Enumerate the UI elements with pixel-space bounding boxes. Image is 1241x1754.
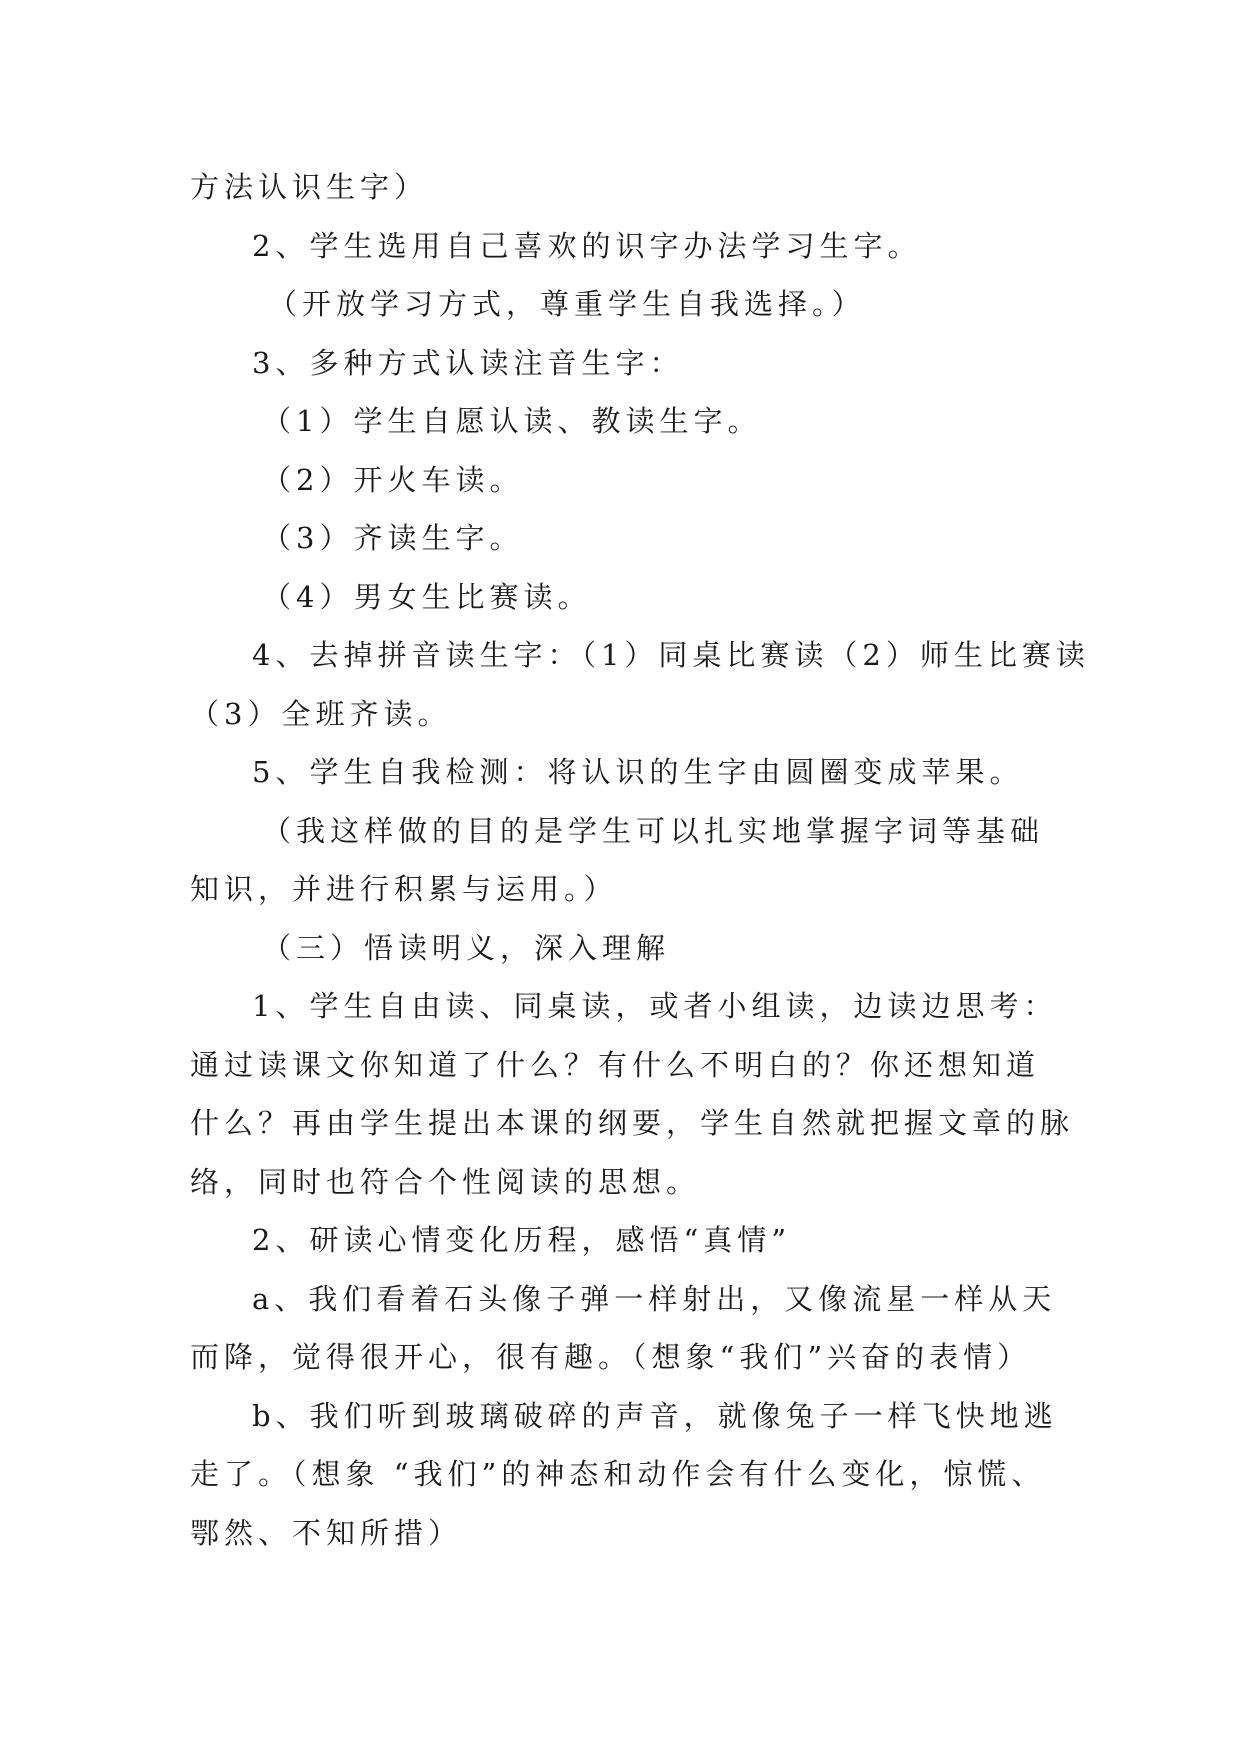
text-line: （1）学生自愿认读、教读生字。 bbox=[262, 404, 762, 438]
text-line: 3、多种方式认读注音生字： bbox=[252, 345, 684, 380]
text-line: b、我们听到玻璃破碎的声音，就像兔子一样飞快地逃 bbox=[252, 1398, 1058, 1433]
text-line: 什么？再由学生提出本课的纲要，学生自然就把握文章的脉 bbox=[190, 1106, 1075, 1140]
text-line: 鄂然、不知所措） bbox=[190, 1515, 463, 1550]
text-line: 1、学生自由读、同桌读，或者小组读，边读边思考： bbox=[252, 989, 1058, 1023]
section-heading: （三）悟读明义，深入理解 bbox=[262, 930, 671, 965]
text-line: （我这样做的目的是学生可以扎实地掌握字词等基础 bbox=[262, 813, 1045, 848]
text-line: （3）全班齐读。 bbox=[190, 696, 452, 731]
text-line: 走了。（想象 “我们”的神态和动作会有什么变化，惊慌、 bbox=[190, 1457, 1046, 1491]
text-line: 方法认识生字） bbox=[190, 170, 429, 204]
text-line: 而降，觉得很开心，很有趣。（想象“我们”兴奋的表情） bbox=[190, 1340, 1032, 1374]
text-line: （3）齐读生字。 bbox=[262, 521, 524, 555]
text-line: （4）男女生比赛读。 bbox=[262, 579, 592, 614]
text-line: （2）开火车读。 bbox=[262, 462, 524, 497]
text-line: 5、学生自我检测：将认识的生字由圆圈变成苹果。 bbox=[252, 755, 1024, 789]
text-line: （开放学习方式，尊重学生自我选择。） bbox=[268, 287, 866, 321]
text-line: 2、研读心情变化历程，感悟“真情” bbox=[252, 1223, 792, 1257]
text-line: 络，同时也符合个性阅读的思想。 bbox=[190, 1164, 701, 1199]
document-body bbox=[190, 158, 1090, 1562]
text-line: 2、学生选用自己喜欢的识字办法学习生字。 bbox=[252, 228, 922, 263]
text-line: 4、去掉拼音读生字：（1）同桌比赛读（2）师生比赛读 bbox=[252, 638, 1090, 672]
text-line: 知识，并进行积累与运用。） bbox=[190, 872, 618, 906]
text-line: a、我们看着石头像子弹一样射出，又像流星一样从天 bbox=[252, 1281, 1057, 1316]
text-line: 通过读课文你知道了什么？有什么不明白的？你还想知道 bbox=[190, 1047, 1041, 1082]
